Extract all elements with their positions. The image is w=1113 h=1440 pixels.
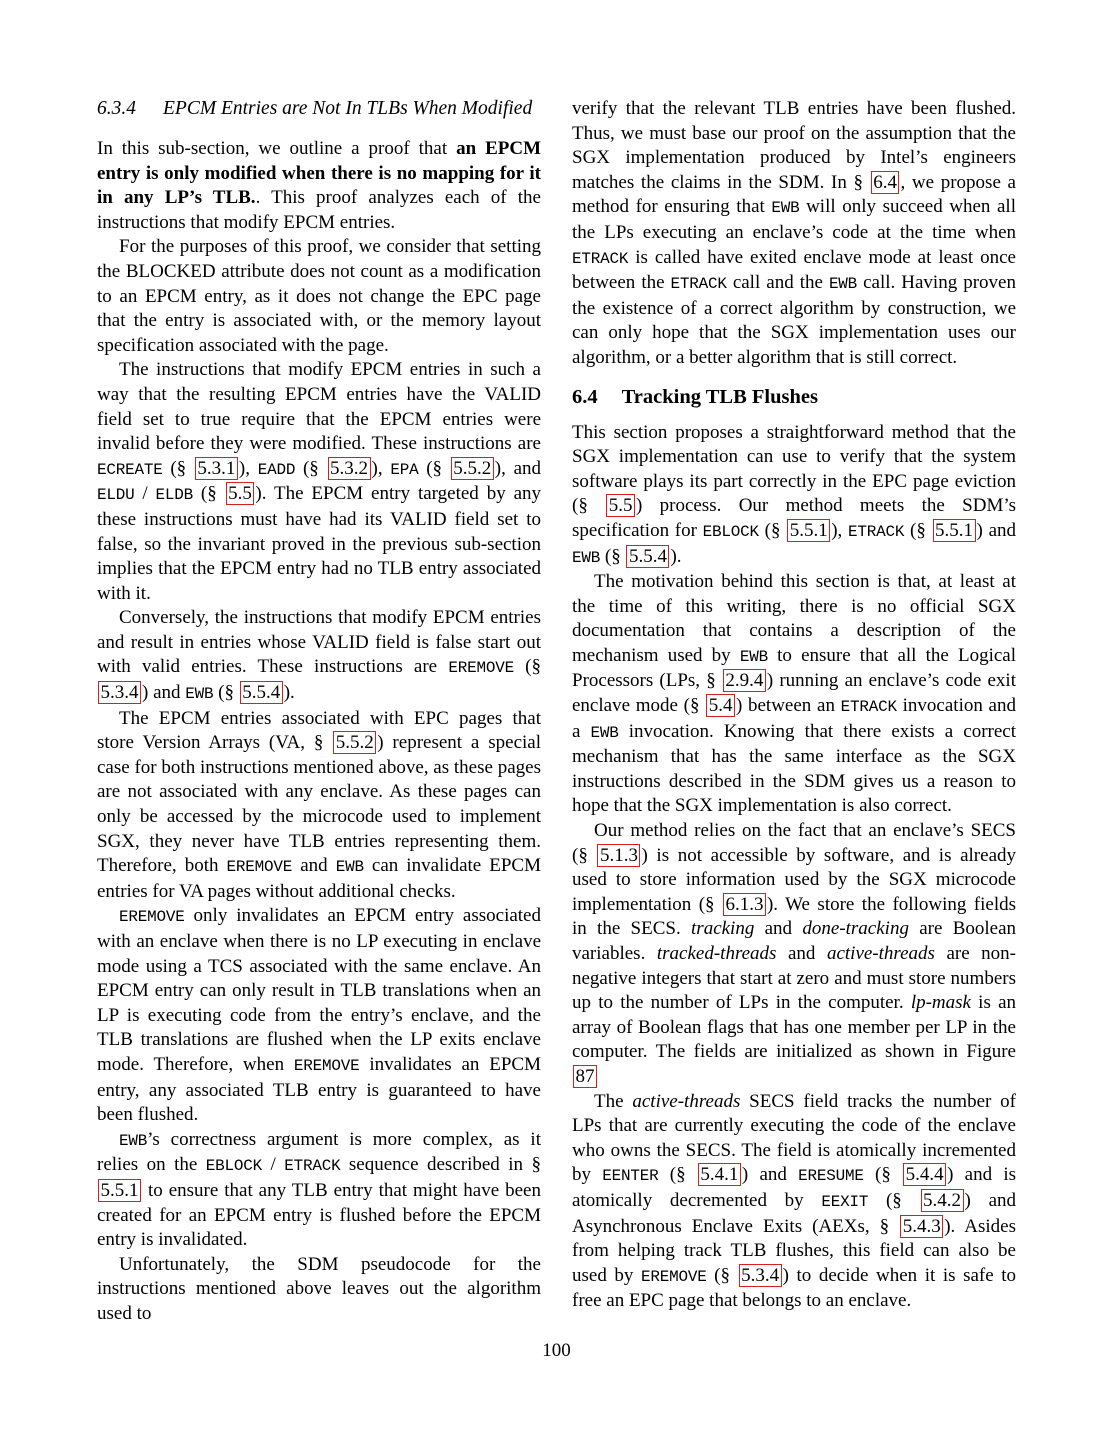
text-run: SECS field tracks the number of LPs that are currently executing the code of the enclave who owns the SECS. The field is atomically incremented by xyxy=(572,1090,1016,1186)
text-run: ) between an xyxy=(735,695,841,717)
section-ref-link[interactable]: 5.5.4 xyxy=(626,545,669,568)
text-run: (§ xyxy=(513,656,542,678)
text-run: ) is not accessible by software, and is already used to store information used by the SGX microcode implementation (§ xyxy=(572,844,1017,915)
section-ref-link[interactable]: 87 xyxy=(573,1065,597,1088)
paragraph xyxy=(97,904,541,1127)
instruction-name: EWB xyxy=(739,647,768,666)
text-run: (§ xyxy=(904,519,932,541)
heading-title: EPCM Entries are Not In TLBs When Modified xyxy=(163,98,533,119)
section-ref-link[interactable]: 5.4.1 xyxy=(698,1163,741,1186)
variable-name: active-threads xyxy=(632,1090,741,1112)
text-run: Unfortunately, the SDM pseudocode for the instructions mentioned above leaves out the algorithm used to xyxy=(97,1253,541,1324)
instruction-name: EWB xyxy=(771,199,800,218)
text-run: invocation and a xyxy=(572,695,1016,742)
section-ref-link[interactable]: 5.5.2 xyxy=(451,457,494,480)
text-run: The instructions that modify EPCM entries in such a way that the resulting EPCM entries have the VALID field set to true require that the EPCM entries were invalid before they were modified. These instructions are xyxy=(97,359,541,455)
instruction-name: EREMOVE xyxy=(226,858,293,877)
paragraph xyxy=(572,570,1016,819)
text-run: ). xyxy=(283,682,295,704)
instruction-name: EREMOVE xyxy=(293,1056,360,1075)
instruction-name: EREMOVE xyxy=(119,908,185,927)
paragraph xyxy=(97,606,541,706)
instruction-name: EWB xyxy=(590,723,619,742)
section-ref-link[interactable]: 5.5.1 xyxy=(98,1179,141,1202)
text-run: to ensure that any TLB entry that might have been created for an EPCM entry is flushed before the EPCM entry is invalidated. xyxy=(97,1179,541,1251)
text-run: , we propose a method for ensuring that xyxy=(572,171,1016,218)
instruction-name: EPA xyxy=(390,460,419,479)
text-run: only invalidates an EPCM entry associated with an enclave when there is no LP executing in enclave mode using a TCS associated with the same enclave. An EPCM entry can only result in TLB translations when an LP is executing code from the entry’s enclave, and the TLB translations are flushed when the LP exits enclave mode. Therefore, when xyxy=(97,905,541,1075)
text-run: call. Having proven the existence of a correct algorithm by construction, we can only hope that the SGX implementation uses our algorithm, or a better algorithm that is still correct. xyxy=(572,272,1016,368)
text-run: can invalidate EPCM entries for VA pages without additional checks. xyxy=(97,855,542,902)
text-run: ), xyxy=(371,457,391,479)
section-heading xyxy=(572,385,1016,410)
text-run: will only succeed when all the LPs executing an enclave’s code at the time when xyxy=(572,196,1016,243)
paragraph xyxy=(97,1128,541,1253)
text-run: (§ xyxy=(418,457,450,479)
section-ref-link[interactable]: 5.5.4 xyxy=(240,681,283,704)
variable-name: active-threads xyxy=(826,943,935,964)
text-run: ) to decide when it is safe to free an EPC page that belongs to an enclave. xyxy=(572,1264,1017,1312)
text-run: (§ xyxy=(868,1189,920,1211)
section-ref-link[interactable]: 5.3.4 xyxy=(98,681,141,704)
text-run: invalidates an EPCM entry, any associated TLB entry is guaranteed to have been flushed. xyxy=(97,1053,541,1126)
instruction-name: ETRACK xyxy=(284,1157,341,1176)
section-ref-link[interactable]: 5.3.4 xyxy=(739,1264,782,1287)
text-run: are non-negative integers that start at zero and must store numbers up to the number of LPs in the computer. xyxy=(572,943,1017,1014)
instruction-name: EREMOVE xyxy=(640,1267,707,1286)
text-run: ). xyxy=(670,545,682,567)
text-run: ), xyxy=(831,519,849,541)
text-run: ) and xyxy=(741,1164,799,1186)
instruction-name: ERESUME xyxy=(798,1167,864,1186)
variable-name: tracked-threads xyxy=(656,943,777,964)
text-run: ), and xyxy=(494,457,542,479)
text-run: is called have exited enclave mode at least once between the xyxy=(572,246,1016,294)
two-column-text-area xyxy=(97,97,1016,1327)
text-run: The xyxy=(594,1090,633,1112)
text-run: are Boolean variables. xyxy=(572,918,1017,964)
text-run: ), xyxy=(238,457,258,479)
text-run: (§ xyxy=(706,1264,738,1286)
section-ref-link[interactable]: 5.4.4 xyxy=(903,1163,946,1186)
right-column xyxy=(572,97,1016,1314)
paragraph xyxy=(97,707,541,905)
instruction-name: EADD xyxy=(257,460,296,479)
text-run: The EPCM entries associated with EPC pages that store Version Arrays (VA, § xyxy=(97,707,541,754)
text-run: (§ xyxy=(758,519,787,541)
variable-name: tracking xyxy=(691,918,755,940)
text-run: ). Asides from helping track TLB flushes, this field can also be used by xyxy=(572,1215,1017,1286)
section-ref-link[interactable]: 5.4.2 xyxy=(921,1189,964,1212)
paragraph xyxy=(572,1090,1016,1314)
paragraph xyxy=(572,421,1016,571)
text-run: (§ xyxy=(658,1164,697,1186)
bold-text-run: an EPCM entry is only modified when there is no mapping for it in any LP’s TLB. xyxy=(97,138,541,209)
section-ref-link[interactable]: 5.5 xyxy=(606,494,635,517)
text-run: ’s correctness argument is more complex, as it relies on the xyxy=(97,1128,541,1176)
instruction-name: EREMOVE xyxy=(448,659,514,678)
text-run: sequence described in § xyxy=(340,1154,541,1176)
instruction-name: EWB xyxy=(119,1131,148,1150)
text-run: (§ xyxy=(213,682,239,704)
paragraph xyxy=(97,235,541,358)
section-ref-link[interactable]: 2.9.4 xyxy=(723,669,766,692)
section-ref-link[interactable]: 5.3.2 xyxy=(328,457,371,480)
text-run: In this sub-section, we outline a proof that xyxy=(97,138,457,159)
variable-name: done-tracking xyxy=(802,918,909,940)
text-run: ) running an enclave’s code exit enclave mode (§ xyxy=(572,670,1016,717)
text-run: ) and xyxy=(142,682,186,704)
text-run: (§ xyxy=(193,483,225,505)
text-run: ) and xyxy=(976,519,1017,541)
paragraph xyxy=(97,137,541,235)
text-run: invocation. Knowing that there exists a correct mechanism that has the same interface as the SGX instructions described in the SDM gives us a reason to hope that the SGX implementation is also correct. xyxy=(572,720,1016,817)
instruction-name: EBLOCK xyxy=(205,1157,262,1176)
text-run: . This proof analyzes each of the instructions that modify EPCM entries. xyxy=(97,187,541,233)
heading-number: 6.4 xyxy=(572,385,598,408)
section-ref-link[interactable]: 5.4 xyxy=(706,694,735,717)
page-number: 100 xyxy=(542,1340,571,1361)
text-run: (§ xyxy=(863,1164,903,1186)
text-run: ) and is atomically decremented by xyxy=(572,1164,1017,1211)
section-ref-link[interactable]: 5.5.2 xyxy=(333,731,376,754)
text-run: and xyxy=(754,918,803,940)
paragraph xyxy=(97,1253,541,1327)
text-run: The motivation behind this section is that, at least at the time of this writing, there is no official SGX documentation that contains a description of the mechanism used by xyxy=(572,571,1016,666)
subsection-heading xyxy=(97,97,541,121)
instruction-name: EWB xyxy=(572,548,601,567)
text-run: For the purposes of this proof, we consider that setting the BLOCKED attribute does not count as a modification to an EPCM entry, as it does not change the EPC page that the entry is associated with, or the memory layout specification associated with the page. xyxy=(97,236,541,356)
section-ref-link[interactable]: 6.1.3 xyxy=(723,893,766,916)
instruction-name: ECREATE xyxy=(97,460,163,479)
heading-number: 6.3.4 xyxy=(97,98,136,119)
instruction-name: EENTER xyxy=(602,1167,659,1186)
paragraph xyxy=(572,819,1016,1090)
text-run: and xyxy=(292,855,336,877)
section-ref-link[interactable]: 5.1.3 xyxy=(597,844,640,867)
heading-title: Tracking TLB Flushes xyxy=(621,385,818,408)
instruction-name: EBLOCK xyxy=(702,522,759,541)
section-ref-link[interactable]: 5.5 xyxy=(226,482,255,505)
instruction-name: ELDB xyxy=(155,486,194,505)
instruction-name: ETRACK xyxy=(840,698,897,717)
text-run: ). We store the following fields in the SECS. xyxy=(572,893,1016,940)
text-run: (§ xyxy=(162,457,194,479)
text-run: ) represent a special case for both instructions mentioned above, as these pages are not associated with any enclave. As these pages can only be accessed by the microcode used to implement SGX, they never have TLB entries representing them. Therefore, both xyxy=(97,732,541,877)
instruction-name: EWB xyxy=(335,858,364,877)
text-run: ) process. Our method meets the SDM’s specification for xyxy=(572,495,1017,541)
left-column xyxy=(97,97,541,1327)
text-run: / xyxy=(134,483,156,505)
variable-name: lp-mask xyxy=(910,992,971,1014)
paragraph xyxy=(572,97,1016,371)
text-run: This section proposes a straightforward method that the SGX implementation can use to verify that the system software plays its part correctly in the EPC page eviction (§ xyxy=(572,421,1016,517)
text-run: verify that the relevant TLB entries have been flushed. Thus, we must base our proof on the assumption that the SGX implementation produced by Intel’s engineers matches the claims in the SDM. In § xyxy=(572,98,1016,193)
text-run: Our method relies on the fact that an enclave’s SECS (§ xyxy=(572,820,1016,866)
section-ref-link[interactable]: 6.4 xyxy=(871,171,900,194)
section-ref-link[interactable]: 5.5.1 xyxy=(933,519,976,542)
instruction-name: EEXIT xyxy=(821,1192,869,1211)
instruction-name: ETRACK xyxy=(670,275,727,294)
text-run: to ensure that all the Logical Processors (LPs, § xyxy=(572,644,1017,692)
section-ref-link[interactable]: 5.3.1 xyxy=(195,457,238,480)
paragraph xyxy=(97,358,541,606)
text-run: ) and Asynchronous Enclave Exits (AEXs, § xyxy=(572,1189,1017,1237)
text-run: call and the xyxy=(726,272,829,294)
instruction-name: ELDU xyxy=(97,486,135,505)
text-run: Conversely, the instructions that modify EPCM entries and result in entries whose VALID field is false start out with valid entries. These instructions are xyxy=(97,607,541,678)
text-run: is an array of Boolean flags that has one member per LP in the computer. The fields are initialized as shown in Figure xyxy=(572,992,1017,1063)
text-run: ). The EPCM entry targeted by any these instructions must have had its VALID field set to false, so the invariant proved in the previous sub-section implies that the EPCM entry had no TLB entry associated with it. xyxy=(97,483,542,604)
section-ref-link[interactable]: 5.4.3 xyxy=(900,1215,943,1238)
section-ref-link[interactable]: 5.5.1 xyxy=(787,519,830,542)
instruction-name: EWB xyxy=(828,275,858,294)
text-run: and xyxy=(776,943,827,964)
text-run: / xyxy=(262,1154,285,1176)
instruction-name: EWB xyxy=(185,685,214,704)
text-run: (§ xyxy=(600,545,626,567)
instruction-name: ETRACK xyxy=(848,522,905,541)
instruction-name: ETRACK xyxy=(572,249,629,268)
text-run: (§ xyxy=(295,457,327,479)
